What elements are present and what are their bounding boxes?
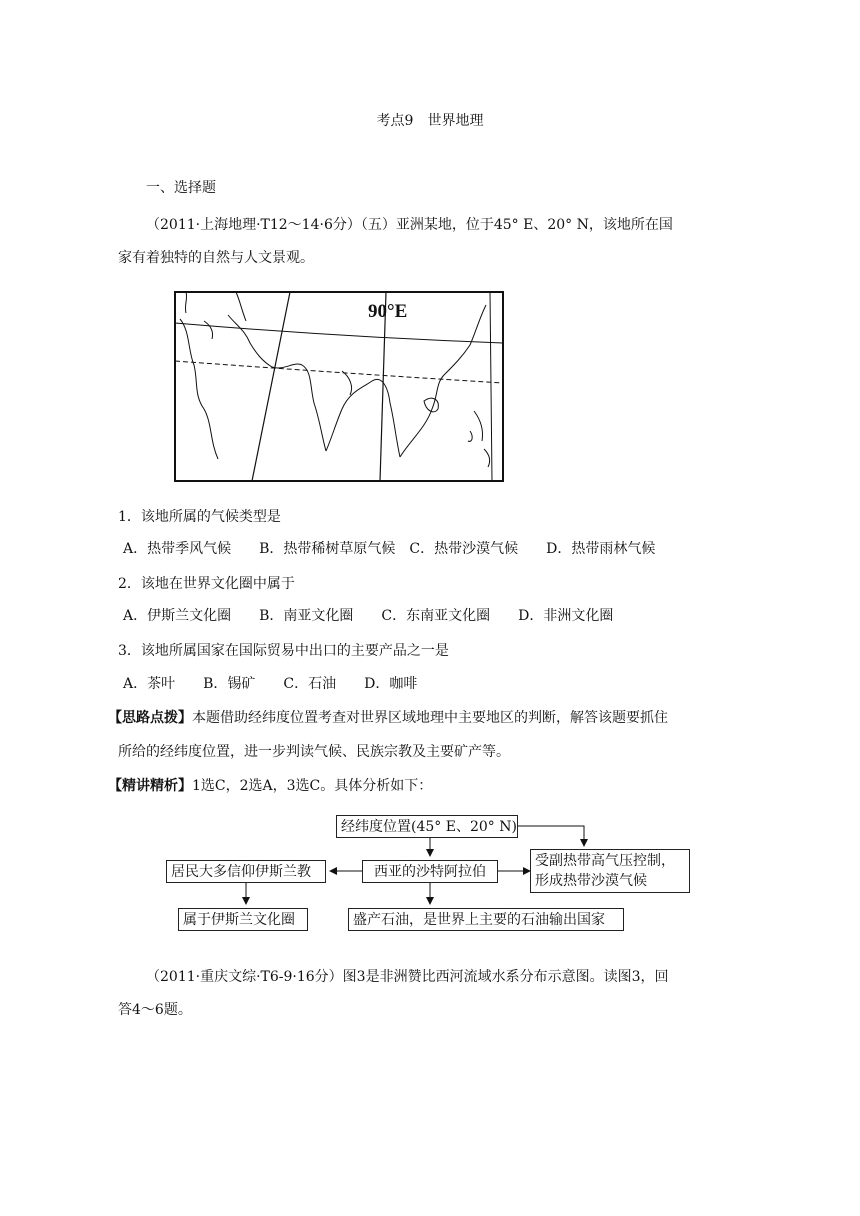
- hint-text-1: 本题借助经纬度位置考查对世界区域地理中主要地区的判断，解答该题要抓住: [192, 710, 668, 726]
- intro-line-1: （2011·上海地理·T12～14·6分）（五）亚洲某地，位于45° E、20° N，该地所在国: [146, 217, 673, 233]
- page-title: 考点9 世界地理: [376, 113, 484, 129]
- intro-line-2: 家有着独特的自然与人文景观。: [118, 250, 314, 266]
- next-intro-line-2: 答4～6题。: [118, 1002, 192, 1018]
- hint-label: 【思路点拨】: [108, 710, 192, 726]
- asia-map-figure: [174, 291, 504, 482]
- flow-position-box: 经纬度位置(45° E、20° N): [336, 815, 518, 838]
- section-heading: 一、选择题: [146, 180, 216, 196]
- analysis-line: [108, 776, 432, 796]
- next-intro-line-1: （2011·重庆文综·T6-9·16分）图3是非洲赞比西河流域水系分布示意图。读图3，回: [146, 969, 669, 985]
- flow-climate-line-2: 形成热带沙漠气候: [535, 873, 647, 889]
- question-2-stem: 2．该地在世界文化圈中属于: [118, 576, 295, 592]
- flow-religion-box: 居民大多信仰伊斯兰教: [166, 860, 326, 883]
- hint-line-2: 所给的经纬度位置，进一步判读气候、民族宗教及主要矿产等。: [118, 744, 510, 760]
- question-2-options: A．伊斯兰文化圈 B．南亚文化圈 C．东南亚文化圈 D．非洲文化圈: [123, 608, 614, 624]
- flow-climate-box: [530, 849, 690, 893]
- question-3-stem: 3．该地所属国家在国际贸易中出口的主要产品之一是: [118, 643, 449, 659]
- analysis-text: 1选C，2选A，3选C。具体分析如下：: [192, 778, 433, 794]
- analysis-label: 【精讲精析】: [108, 778, 192, 794]
- flow-oil-box: 盛产石油，是世界上主要的石油输出国家: [348, 908, 624, 931]
- question-1-stem: 1．该地所属的气候类型是: [118, 509, 281, 525]
- meridian-label: 90°E: [368, 301, 408, 322]
- hint-line-1: [108, 708, 668, 728]
- flow-country-box: 西亚的沙特阿拉伯: [362, 860, 498, 883]
- question-3-options: A．茶叶 B．锡矿 C．石油 D．咖啡: [123, 676, 418, 692]
- flow-culture-box: 属于伊斯兰文化圈: [178, 908, 308, 931]
- question-1-options: A．热带季风气候 B．热带稀树草原气候 C．热带沙漠气候 D．热带雨林气候: [123, 541, 656, 557]
- flow-climate-line-1: 受副热带高气压控制，: [535, 853, 675, 869]
